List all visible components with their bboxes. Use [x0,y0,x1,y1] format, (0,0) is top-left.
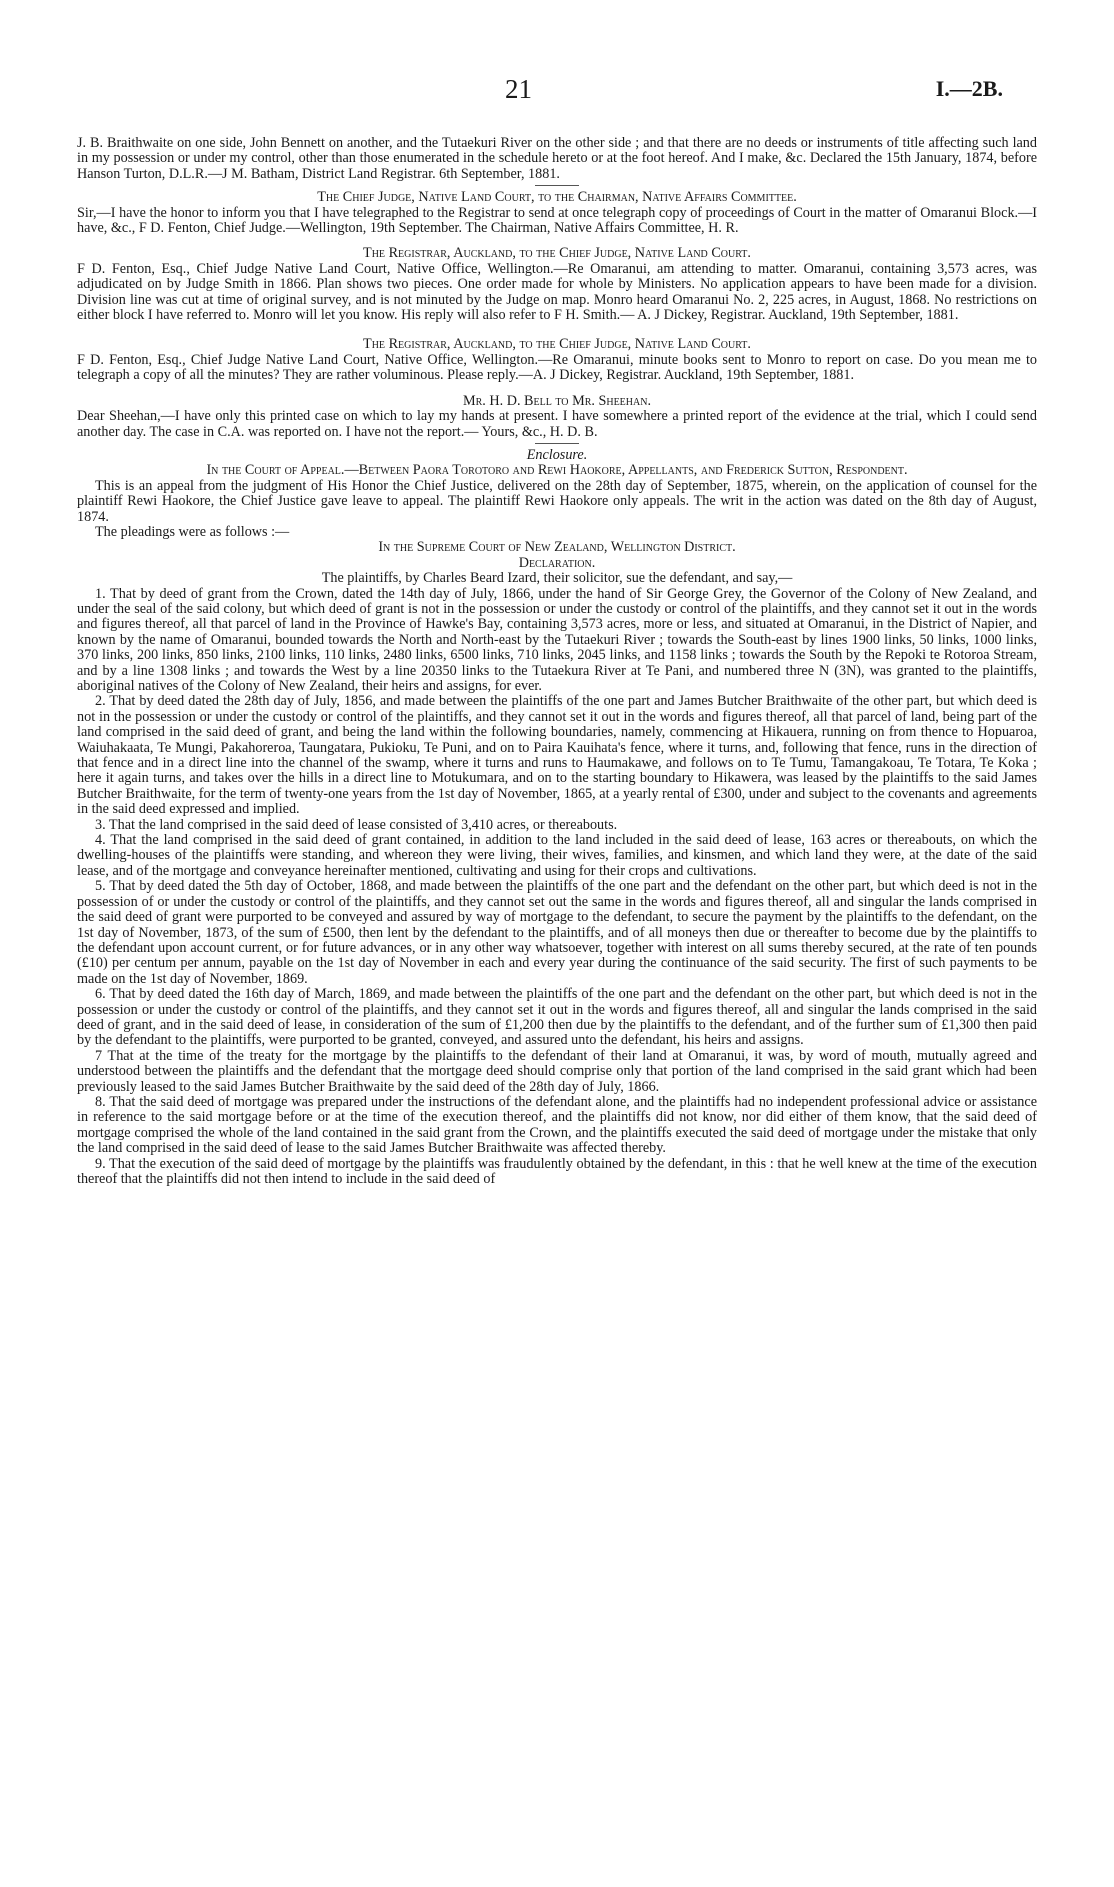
declaration-paragraph: 1. That by deed of grant from the Crown, dated the 14th day of July, 1866, under the hand of Sir George Grey, the Governor of the Colony of New Zealand, and under the seal of the said colony, but which deed of grant is not in the possession or under the custody or control of the plaintiffs, and they cannot set it out in the words and figures thereof, all that parcel of land in the Province of Hawke's Bay, containing 3,573 acres, more or less, and situated at Omaranui, in the District of Napier, and known by the name of Omaranui, bounded towards the North and North-east by the Tutaekuri River ; towards the South-east by lines 1900 links, 50 links, 1000 links, 370 links, 200 links, 850 links, 2100 links, 110 links, 2480 links, 6500 links, 710 links, 2045 links, and 1158 links ; towards the South by the Repoki te Rotoroa Stream, and by a line 1308 links ; and towards the West by a line 20350 links to the Tutaekura River at Te Pani, and numbered three N (3N), was granted to the plaintiffs, aboriginal natives of the Colony of New Zealand, their heirs and assigns, for ever. [77,585,1037,694]
declaration-paragraph: 6. That by deed dated the 16th day of March, 1869, and made between the plaintiffs of the one part and the defendant on the other part, but which deed is not in the possession or under the custody or control of the plaintiffs, and they cannot set it out in the words and figures thereof, all and singular the lands comprised in the said deed of grant, and in the said deed of lease, in consideration of the sum of £1,200 then due by the plaintiffs to the defendant, and of the further sum of £1,300 then paid by the defendant to the plaintiffs, were purported to be granted, conveyed, and assured unto the defendant, his heirs and assigns. [77,986,1037,1049]
letter-body: F D. Fenton, Esq., Chief Judge Native Land Court, Native Office, Wellington.—Re Omaranui, am attending to matter. Omaranui, containing 3,573 acres, was adjudicated on by Judge Smith in 1866. Plan shows two pieces. One order made for whole by Ministers. No application appears to have been made for a division. Division line was cut at time of original survey, and is not minuted by the Judge on map. Monro heard Omaranui No. 2, 225 acres, in August, 1868. No restrictions on either block I have referred to. Monro will let you know. His reply will also refer to F H. Smith.— A. J Dickey, Registrar. Auckland, 19th September, 1881. [77,260,1037,324]
letter-body: Sir,—I have the honor to inform you that I have telegraphed to the Registrar to send at once telegraph copy of proceedings of Court in the matter of Omaranui Block.—I have, &c., F D. Fenton, Chief Judge.—Wellington, 19th September. The Chairman, Native Affairs Committee, H. R. [77,204,1037,237]
pleadings-line: The pleadings were as follows :— [95,523,290,540]
declaration-paragraph: 3. That the land comprised in the said deed of lease consisted of 3,410 acres, or thereabouts. [95,816,618,833]
declaration-paragraph: 9. That the execution of the said deed of mortgage by the plaintiffs was fraudulently obtained by the defendant, in this : that he well knew at the time of the execution thereof that the plaintiffs did not then intend to include in the said deed of [77,1155,1037,1187]
spacer [77,323,1037,337]
section-divider [535,443,579,444]
letter-body: Dear Sheehan,—I have only this printed case on which to lay my hands at present. I have somewhere a printed report of the evidence at the trial, which I could send another day. The case in C.A. was reported on. I have not the report.— Yours, &c., H. D. B. [77,408,1037,440]
letter-heading: The Chief Judge, Native Land Court, to the Chairman, Native Affairs Committee. [317,189,797,206]
court-title: In the Court of Appeal.—Between Paora Torotoro and Rewi Haokore, Appellants, and Frederick Sutton, Respondent. [206,462,908,479]
declaration-paragraph: 7 That at the time of the treaty for the mortgage by the plaintiffs to the defendant of their land at Omaranui, it was, by word of mouth, mutually agreed and understood between the plaintiffs and the defendant that the mortgage deed should comprise only that portion of the land comprised in the said grant which had been previously leased to the said James Butcher Braithwaite by the said deed of the 28th day of July, 1866. [77,1047,1037,1095]
letter-heading: Mr. H. D. Bell to Mr. Sheehan. [462,392,651,409]
declaration-paragraph: 5. That by deed dated the 5th day of October, 1868, and made between the plaintiffs of the one part and the defendant on the other part, but which deed is not in the possession of or under the custody or control of the plaintiffs, and they cannot set out the same in the words and figures thereof, all and singular the lands comprised in the said deed of grant were purported to be conveyed and assured by way of mortgage to the defendant, to secure the payment by the plaintiffs to the defendant, on the 1st day of November, 1873, of the sum of £500, then lent by the defendant to the plaintiffs, and of all moneys then due or thereafter to become due by the plaintiffs to the defendant upon account current, or for future advances, or in any other way whatsoever, together with interest on all sums thereby secured, at the rate of ten pounds (£10) per centum per annum, payable on the 1st day of November in each and every year during the continuance of the said security. The first of such payments to be made on the 1st day of November, 1869. [77,878,1037,987]
document-body [77,136,1037,1187]
enclosure-label: Enclosure. [526,446,588,463]
letter-body: F D. Fenton, Esq., Chief Judge Native Land Court, Native Office, Wellington.—Re Omaranui, minute books sent to Monro to report on case. Do you mean me to telegraph a copy of all the minutes? They are rather voluminous. Please reply.—A. J Dickey, Registrar. Auckland, 19th September, 1881. [77,351,1037,384]
section-divider [535,185,579,186]
declaration-paragraph: 4. That the land comprised in the said deed of grant contained, in addition to the land included in the said deed of lease, 163 acres or thereabouts, on which the dwelling-houses of the plaintiffs were standing, and whereon they were living, their wives, families, and kinsmen, and which land they were, at the date of the said lease, and of the mortgage and conveyance hereinafter mentioned, cultivating and using for their crops and cultivations. [77,832,1037,879]
declaration-intro: The plaintiffs, by Charles Beard Izard, their solicitor, sue the defendant, and say,— [321,570,793,587]
supreme-court-heading: In the Supreme Court of New Zealand, Wellington District. [378,539,736,556]
declaration-paragraph: 2. That by deed dated the 28th day of July, 1856, and made between the plaintiffs of the one part and James Butcher Braithwaite of the other part, but which deed is not in the possession or under the custody or control of the plaintiffs, and they cannot set it out in the words and figures thereof, all that parcel of land, being part of the land comprised in the said deed of grant, and being the land within the following boundaries, namely, commencing at Hikauera, running on from thence to Hopuaroa, Waiuhakaata, Te Mungi, Pakahoreroa, Taungatara, Pukioku, Te Puni, and on to Paira Kauihata's fence, where it turns, and, following that fence, runs in the direction of that fence and in a direct line into the channel of the swamp, where it turns and runs to Haumakawe, and follows on to Te Tumu, Tamangakoau, Te Totara, Te Koka ; here it again turns, and takes over the hills in a direct line to Motukumara, and on to the starting boundary to Hikawera, was leased by the plaintiffs to the said James Butcher Braithwaite, for the term of twenty-one years from the 1st day of November, 1865, at a yearly rental of £300, under and subject to the covenants and agreements in the said deed expressed and implied. [77,693,1037,818]
letter-heading: The Registrar, Auckland, to the Chief Judge, Native Land Court. [363,336,751,353]
top-paragraph: J. B. Braithwaite on one side, John Bennett on another, and the Tutaekuri River on the other side ; and that there are no deeds or instruments of title affecting such land in my possession or under my control, other than those enumerated in the schedule hereto or at the foot hereof. And I make, &c. Declared the 15th January, 1874, before Hanson Turton, D.L.R.—J M. Batham, District Land Registrar. 6th September, 1881. [77,135,1037,182]
page-header [0,74,1114,108]
declaration-paragraph: 8. That the said deed of mortgage was prepared under the instructions of the defendant alone, and the plaintiffs had no independent professional advice or assistance in reference to the said mortgage before or at the time of the execution thereof, and the plaintiffs did not know, nor did either of them know, that the said deed of mortgage comprised the whole of the land contained in the said grant from the Crown, and the plaintiffs executed the said deed of mortgage under the mistake that only the land comprised in the said deed of lease to the said James Butcher Braithwaite was affected thereby. [77,1093,1037,1157]
declaration-heading: Declaration. [518,554,596,571]
appeal-intro: This is an appeal from the judgment of His Honor the Chief Justice, delivered on the 28th day of September, 1875, wherein, on the application of counsel for the plaintiff Rewi Haokore, the Chief Justice gave leave to appeal. The plaintiff Rewi Haokore only appeals. The writ in the action was dated on the 8th day of August, 1874. [77,477,1037,525]
letter-heading: The Registrar, Auckland, to the Chief Judge, Native Land Court. [363,245,751,262]
document-reference: I.—2B. [935,76,1003,101]
page-number: 21 [505,74,532,104]
